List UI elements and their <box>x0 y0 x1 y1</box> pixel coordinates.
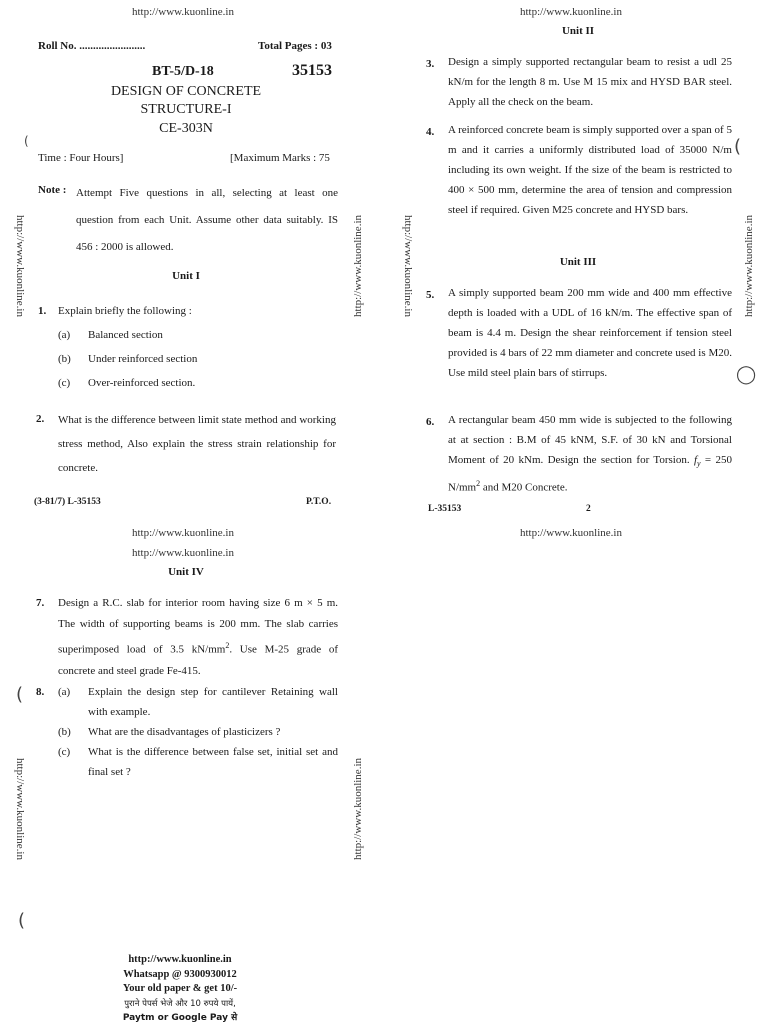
q5-text: A simply supported beam 200 mm wide and 400 mm effective depth is loaded with a UDL of 16 kN/m. The effective span of beam is 4.4 m. Design the shear reinforcement if tension steel provided is 4 bars of 22 mm diameter and concrete used is M20. Use mild steel plain bars of stirrups. <box>448 287 732 379</box>
q6-number: 6. <box>426 416 435 428</box>
q1b-text: Under reinforced section <box>88 353 198 365</box>
unit-2-heading: Unit II <box>561 25 595 37</box>
q7-text <box>58 593 338 682</box>
max-marks: [Maximum Marks : 75 <box>230 152 330 164</box>
note-label: Note : <box>38 184 67 196</box>
side-url-left-lower[interactable]: http://www.kuonline.in <box>14 758 26 860</box>
q7-superscript: 2 <box>225 641 230 650</box>
q7-text-a: Design a R.C. slab for interior room having size 6 m × 5 m. The width of supporting beams is 200 mm. The slab carries superimposed load of 3.5 kN/mm <box>58 597 338 656</box>
promo-payment: Paytm or Google Pay से <box>122 1013 238 1023</box>
fy-symbol: f <box>693 454 698 466</box>
q1c-text: Over-reinforced section. <box>88 377 196 389</box>
q7-text-b: . Use M-25 grade of concrete and steel grade Fe-415. <box>58 643 338 677</box>
q5-number: 5. <box>426 289 435 301</box>
header-url[interactable]: http://www.kuonline.in <box>132 6 234 18</box>
q1-number: 1. <box>38 305 47 317</box>
q4-number: 4. <box>426 126 435 138</box>
bracket-mark: ( <box>734 136 742 157</box>
q8a-label: (a) <box>58 686 71 698</box>
page2-footer-page: 2 <box>586 504 591 514</box>
q3-number: 3. <box>426 58 435 70</box>
q1a-label: (a) <box>58 329 71 341</box>
q8c-label: (c) <box>58 746 71 758</box>
q8a-text: Explain the design step for cantilever Retaining wall with example. <box>88 686 338 718</box>
q6-superscript: 2 <box>476 479 481 489</box>
time-allowed: Time : Four Hours] <box>38 152 124 164</box>
subject-line-1: DESIGN OF CONCRETE <box>110 84 262 99</box>
side-url-mid-lower[interactable]: http://www.kuonline.in <box>352 758 364 860</box>
q8b-label: (b) <box>58 726 71 738</box>
unit-1-heading: Unit I <box>172 270 200 282</box>
page2-footer-left: L-35153 <box>428 504 462 514</box>
side-url-left[interactable]: http://www.kuonline.in <box>14 215 26 317</box>
promo-whatsapp: Whatsapp @ 9300930012 <box>123 968 237 980</box>
unit-4-heading: Unit IV <box>168 566 204 578</box>
q1b-label: (b) <box>58 353 71 365</box>
header-url-1[interactable]: http://www.kuonline.in <box>132 527 234 539</box>
q6-text <box>448 410 732 498</box>
header-url[interactable]: http://www.kuonline.in <box>520 6 622 18</box>
paper-code: BT-5/D-18 <box>152 64 214 79</box>
q2-text: What is the difference between limit state method and working stress method, Also explain the stress strain relationship for concrete. <box>58 414 336 474</box>
bracket-mark: ( <box>16 684 24 705</box>
q3-text: Design a simply supported rectangular beam to resist a udl 25 kN/m for the length 8 m. Use M 15 mix and HYSD BAR steel. Apply all the check on the beam. <box>448 56 732 108</box>
side-url-mid-right[interactable]: http://www.kuonline.in <box>402 215 414 317</box>
subject-line-2: STRUCTURE-I <box>140 102 232 117</box>
page1-footer-right: P.T.O. <box>306 497 332 507</box>
side-url-mid-left[interactable]: http://www.kuonline.in <box>352 215 364 317</box>
roll-no: Roll No. ........................ <box>38 40 146 52</box>
fy-subscript: y <box>697 459 701 469</box>
q6-text-a: A rectangular beam 450 mm wide is subjected to the following at at section : B.M of 45 kNM, S.F. of 30 kN and Torsional Moment of 20 kNm. Design the section for Torsion. <box>448 414 732 466</box>
q8b-text: What are the disadvantages of plasticizers ? <box>88 726 281 738</box>
bracket-mark: ( <box>18 910 26 931</box>
total-pages: Total Pages : 03 <box>258 40 332 52</box>
circle-mark: ◯ <box>736 364 757 385</box>
q1-text: Explain briefly the following : <box>58 305 192 317</box>
promo-hindi: पुराने पेपर्स भेजे और 10 रुपये पायें, <box>124 998 236 1009</box>
footer-url[interactable]: http://www.kuonline.in <box>520 527 622 539</box>
promo-url[interactable]: http://www.kuonline.in <box>128 954 232 965</box>
note-text: Attempt Five questions in all, selecting at least one question from each Unit. Assume other data suitably. IS 456 : 2000 is allowed. <box>76 187 338 253</box>
unit-3-heading: Unit III <box>559 256 597 268</box>
q2-number: 2. <box>36 413 45 425</box>
q4-text: A reinforced concrete beam is simply supported over a span of 5 m and it carries a uniformly distributed load of 35000 N/m including its own weight. If the size of the beam is restricted to 400 × 500 mm, determine the area of tension and compression steel if required. Given M25 concrete and HYSD bars. <box>448 124 732 216</box>
q7-number: 7. <box>36 597 45 609</box>
promo-offer: Your old paper & get 10/- <box>122 983 238 994</box>
q8c-text: What is the difference between false set, initial set and final set ? <box>88 746 338 778</box>
page1-footer-left: (3-81/7) L-35153 <box>34 497 101 507</box>
header-url-2[interactable]: http://www.kuonline.in <box>132 547 234 559</box>
q1c-label: (c) <box>58 377 71 389</box>
paper-number: 35153 <box>292 62 332 79</box>
promo-block <box>60 953 300 1026</box>
q6-text-b: = 250 N/mm <box>448 454 732 494</box>
q6-text-c: and M20 Concrete. <box>480 481 568 494</box>
bracket-mark: ( <box>24 134 29 148</box>
side-url-right[interactable]: http://www.kuonline.in <box>743 215 755 317</box>
course-code: CE-303N <box>159 121 213 136</box>
q8-number: 8. <box>36 686 45 698</box>
q1a-text: Balanced section <box>88 329 163 341</box>
